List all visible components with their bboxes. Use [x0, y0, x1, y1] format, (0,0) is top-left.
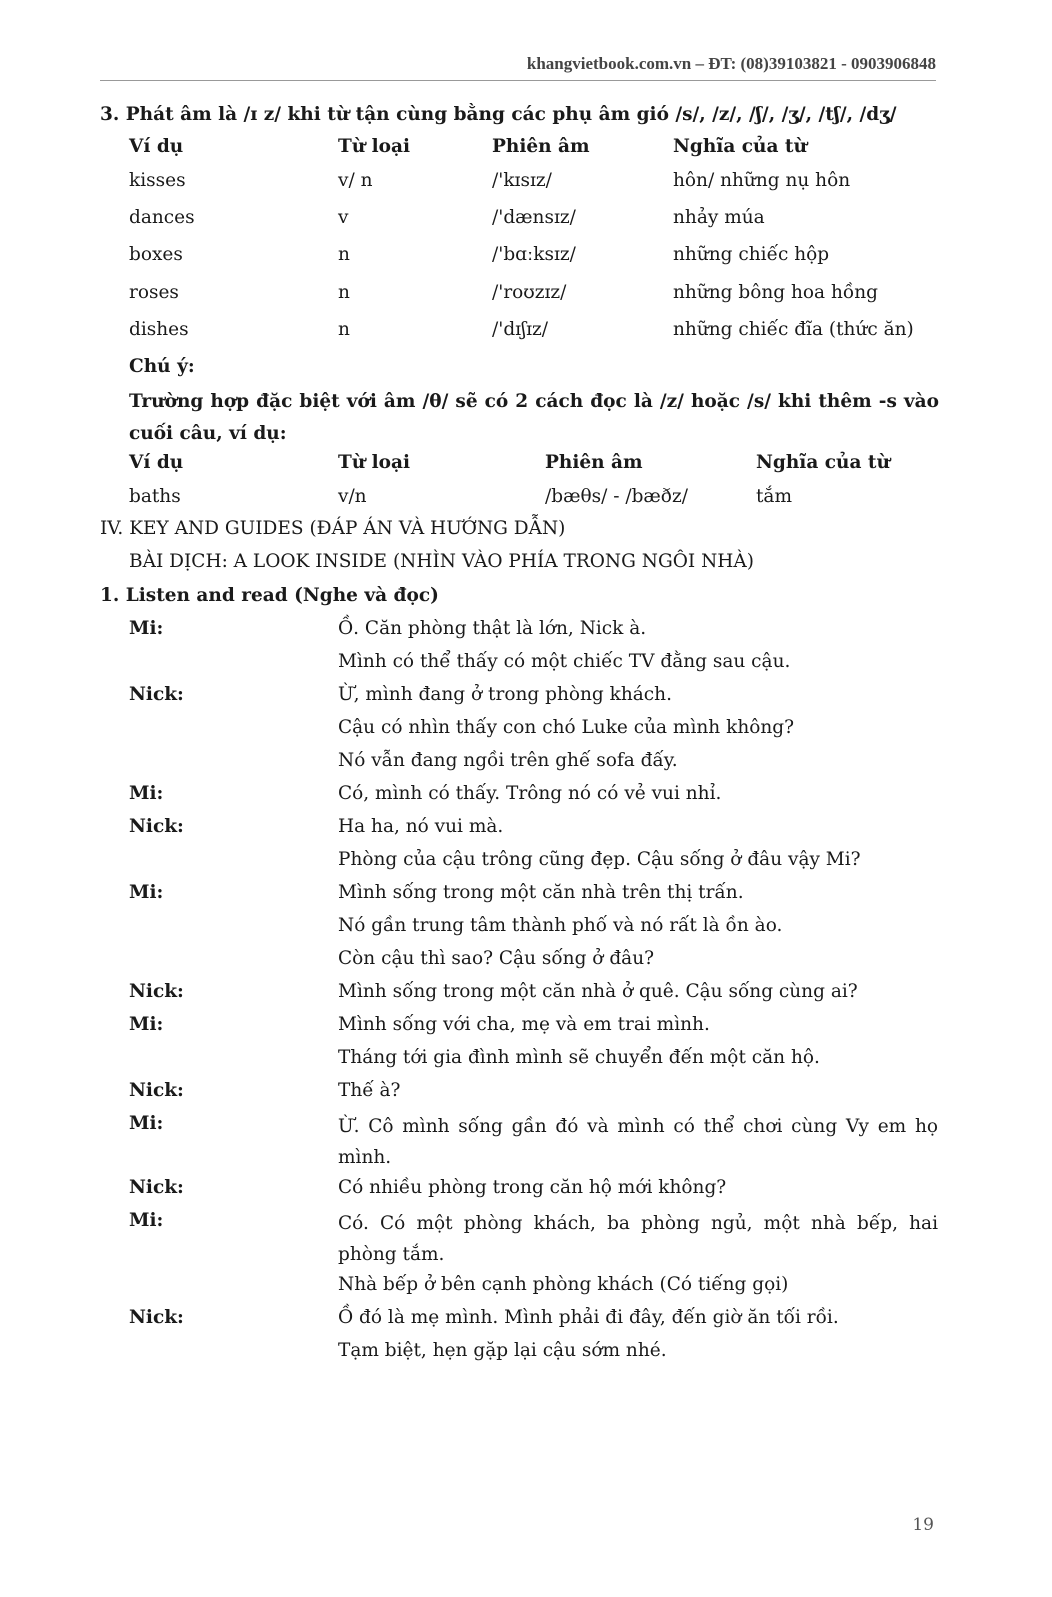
- table-cell-meaning: những bông hoa hồng: [673, 282, 878, 303]
- table-cell-phonetic: /'bɑːksɪz/: [492, 244, 576, 265]
- dialogue-line: Phòng của cậu trông cũng đẹp. Cậu sống ở đâu vậy Mi?: [338, 849, 861, 870]
- table-cell-class: v/ n: [338, 170, 373, 191]
- speaker-label: Mi:: [129, 783, 164, 804]
- dialogue-line: Nó vẫn đang ngồi trên ghế sofa đấy.: [338, 750, 678, 771]
- dialogue-line: Có nhiều phòng trong căn hộ mới không?: [338, 1177, 727, 1198]
- section-4-title: IV. KEY AND GUIDES (ĐÁP ÁN VÀ HƯỚNG DẪN): [100, 518, 566, 539]
- note-cell-phonetic: /bæθs/ - /bæðz/: [545, 486, 688, 507]
- dialogue-line: Cậu có nhìn thấy con chó Luke của mình không?: [338, 717, 795, 738]
- dialogue-line: Thế à?: [338, 1080, 401, 1101]
- speaker-label: Mi:: [129, 1014, 164, 1035]
- table-cell-class: n: [338, 244, 350, 265]
- speaker-label: Nick:: [129, 1307, 184, 1328]
- dialogue-line: Mình sống trong một căn nhà trên thị trấn.: [338, 882, 744, 903]
- section-3-title: 3. Phát âm là /ɪ z/ khi từ tận cùng bằng các phụ âm gió /s/, /z/, /ʃ/, /ʒ/, /tʃ/, /dʒ/: [100, 104, 897, 125]
- dialogue-line: Mình sống với cha, mẹ và em trai mình.: [338, 1014, 710, 1035]
- dialogue-line: Còn cậu thì sao? Cậu sống ở đâu?: [338, 948, 655, 969]
- speaker-label: Mi:: [129, 882, 164, 903]
- speaker-label: Nick:: [129, 1177, 184, 1198]
- note-cell-word: baths: [129, 486, 181, 507]
- dialogue-line: Tạm biệt, hẹn gặp lại cậu sớm nhé.: [338, 1340, 667, 1361]
- speaker-label: Mi:: [129, 1113, 164, 1134]
- table-cell-phonetic: /'roʊzɪz/: [492, 282, 567, 303]
- speaker-label: Nick:: [129, 684, 184, 705]
- dialogue-line: Ha ha, nó vui mà.: [338, 816, 504, 837]
- note-label: Chú ý:: [129, 356, 195, 377]
- page-number: 19: [912, 1515, 934, 1535]
- note-cell-meaning: tắm: [756, 486, 793, 507]
- part-1-title: 1. Listen and read (Nghe và đọc): [100, 585, 439, 606]
- note-header-meaning: Nghĩa của từ: [756, 452, 890, 473]
- table-cell-word: boxes: [129, 244, 183, 265]
- table-cell-class: n: [338, 282, 350, 303]
- dialogue-line: Mình có thể thấy có một chiếc TV đằng sau cậu.: [338, 651, 791, 672]
- note-header-word-class: Từ loại: [338, 452, 411, 473]
- speaker-label: Nick:: [129, 981, 184, 1002]
- table-cell-word: kisses: [129, 170, 186, 191]
- table-cell-meaning: hôn/ những nụ hôn: [673, 170, 851, 191]
- note-header-example: Ví dụ: [129, 452, 184, 473]
- speaker-label: Mi:: [129, 618, 164, 639]
- note-header-phonetic: Phiên âm: [545, 452, 643, 473]
- dialogue-line: Ừ. Cô mình sống gần đó và mình có thể chơi cùng Vy em họ mình.: [338, 1116, 938, 1168]
- table-cell-phonetic: /'dænsɪz/: [492, 207, 576, 228]
- speaker-label: Nick:: [129, 1080, 184, 1101]
- note-cell-class: v/n: [338, 486, 367, 507]
- speaker-label: Nick:: [129, 816, 184, 837]
- dialogue-line: Nó gần trung tâm thành phố và nó rất là ồn ào.: [338, 915, 783, 936]
- table-cell-word: dishes: [129, 319, 189, 340]
- table-cell-phonetic: /'kɪsɪz/: [492, 170, 552, 191]
- dialogue-line: Ừ, mình đang ở trong phòng khách.: [338, 684, 672, 705]
- header-rule: [100, 80, 936, 81]
- dialogue-line: Tháng tới gia đình mình sẽ chuyển đến một căn hộ.: [338, 1047, 820, 1068]
- table-cell-class: v: [338, 207, 349, 228]
- table-cell-class: n: [338, 319, 350, 340]
- translation-subtitle: BÀI DỊCH: A LOOK INSIDE (NHÌN VÀO PHÍA TRONG NGÔI NHÀ): [129, 551, 754, 572]
- speaker-label: Mi:: [129, 1210, 164, 1231]
- table-cell-meaning: nhảy múa: [673, 207, 765, 228]
- table-header-meaning: Nghĩa của từ: [673, 136, 807, 157]
- table-cell-meaning: những chiếc hộp: [673, 244, 830, 265]
- dialogue-line: Mình sống trong một căn nhà ở quê. Cậu sống cùng ai?: [338, 981, 858, 1002]
- dialogue-line: Nhà bếp ở bên cạnh phòng khách (Có tiếng gọi): [338, 1274, 789, 1295]
- table-header-example: Ví dụ: [129, 136, 184, 157]
- dialogue-line: Ồ đó là mẹ mình. Mình phải đi đây, đến giờ ăn tối rồi.: [338, 1307, 839, 1328]
- dialogue-line: Có, mình có thấy. Trông nó có vẻ vui nhỉ.: [338, 783, 722, 804]
- page-header: khangvietbook.com.vn – ĐT: (08)39103821 - 0903906848: [526, 54, 936, 73]
- table-cell-word: roses: [129, 282, 179, 303]
- dialogue-line: Ồ. Căn phòng thật là lớn, Nick à.: [338, 618, 647, 639]
- table-cell-meaning: những chiếc đĩa (thức ăn): [673, 319, 914, 340]
- dialogue-line: Có. Có một phòng khách, ba phòng ngủ, một nhà bếp, hai phòng tắm.: [338, 1213, 938, 1265]
- table-header-phonetic: Phiên âm: [492, 136, 590, 157]
- table-header-word-class: Từ loại: [338, 136, 411, 157]
- table-cell-phonetic: /'dɪʃɪz/: [492, 319, 548, 340]
- note-text: Trường hợp đặc biệt với âm /θ/ sẽ có 2 cách đọc là /z/ hoặc /s/ khi thêm -s vào cuối câu, ví dụ:: [129, 391, 939, 444]
- table-cell-word: dances: [129, 207, 195, 228]
